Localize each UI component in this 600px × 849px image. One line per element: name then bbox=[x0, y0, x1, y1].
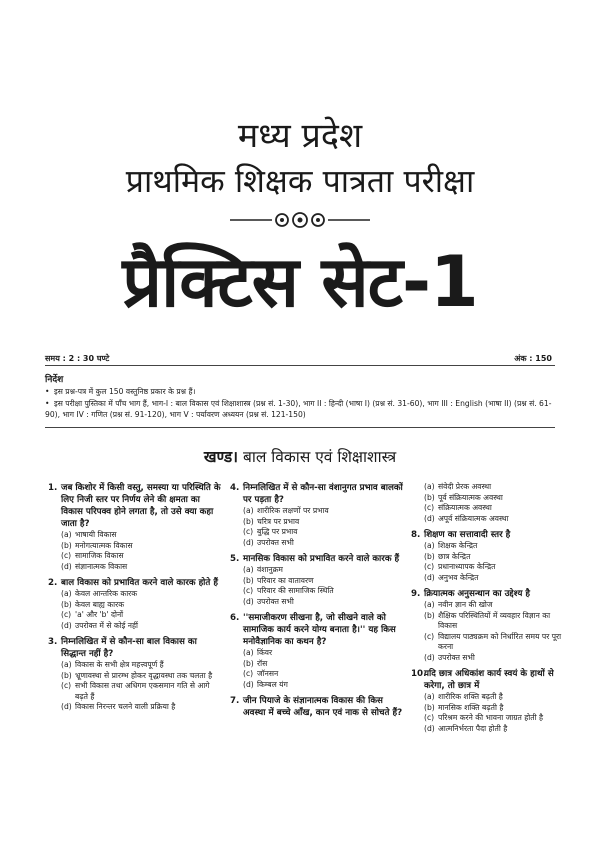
option-letter: (b) bbox=[243, 516, 254, 526]
option-text: विकास के सभी क्षेत्र महत्त्वपूर्ण हैं bbox=[75, 660, 164, 669]
answer-option bbox=[243, 576, 405, 587]
option-letter: (a) bbox=[424, 692, 435, 701]
option-letter: (d) bbox=[424, 513, 435, 523]
option-text: परिश्रम करने की भावना जाग्रत होती है bbox=[438, 713, 543, 722]
option-letter: (d) bbox=[424, 723, 435, 733]
bullet-icon: • bbox=[45, 399, 50, 408]
options-list bbox=[230, 506, 405, 548]
option-text: वंशानुक्रम bbox=[257, 565, 283, 574]
answer-option bbox=[243, 538, 405, 549]
question-text: निम्नलिखित में से कौन-सा वंशानुगत प्रभाव बालकों पर पड़ता है? bbox=[243, 483, 403, 505]
option-text: परिवार का वातावरण bbox=[257, 575, 314, 585]
option-letter: (a) bbox=[243, 506, 254, 515]
answer-option bbox=[61, 589, 223, 600]
answer-option bbox=[243, 517, 405, 528]
option-letter: (a) bbox=[61, 660, 72, 669]
question-number: 4. bbox=[230, 483, 240, 493]
option-text: रॉस bbox=[257, 658, 268, 668]
option-letter: (d) bbox=[61, 561, 72, 571]
instructions-heading: निर्देश bbox=[45, 375, 64, 385]
option-letter: (d) bbox=[424, 652, 435, 662]
answer-option bbox=[243, 506, 405, 517]
answer-option bbox=[243, 680, 405, 691]
marks-label: अंक : 150 bbox=[514, 354, 552, 363]
option-letter: (d) bbox=[243, 679, 254, 689]
answer-option bbox=[424, 724, 571, 735]
option-text: सामाजिक विकास bbox=[75, 551, 124, 560]
answer-option bbox=[61, 551, 223, 562]
option-letter: (d) bbox=[243, 537, 254, 547]
question bbox=[48, 577, 223, 589]
option-letter: (d) bbox=[61, 702, 72, 711]
answer-option bbox=[61, 681, 223, 702]
answer-option bbox=[61, 600, 223, 611]
answer-option bbox=[61, 562, 223, 573]
question-text: शिक्षण का सत्तावादी स्तर है bbox=[424, 530, 511, 540]
question-column bbox=[230, 482, 405, 724]
option-letter: (c) bbox=[61, 551, 72, 560]
question bbox=[230, 482, 405, 506]
bullet-icon: • bbox=[45, 387, 50, 396]
option-letter: (a) bbox=[61, 530, 72, 539]
practice-set-title: प्रैक्टिस सेट-1 bbox=[122, 241, 478, 323]
answer-option bbox=[424, 562, 571, 573]
answer-option bbox=[424, 632, 571, 653]
option-text: उपरोक्त सभी bbox=[257, 596, 294, 606]
option-letter: (b) bbox=[424, 492, 435, 502]
divider-line bbox=[45, 365, 555, 366]
option-letter: (b) bbox=[61, 670, 72, 680]
question-number: 6. bbox=[230, 613, 240, 623]
question-text: ''समाजीकरण सीखना है, जो सीखने वाले को सामाजिक कार्य करने योग्य बनाता है।'' यह किस मनोवैज्ञानिक का कथन है? bbox=[243, 613, 396, 647]
option-letter: (c) bbox=[243, 527, 254, 536]
question bbox=[411, 668, 571, 692]
question-text: मानसिक विकास को प्रभावित करने वाले कारक हैं bbox=[243, 554, 400, 564]
answer-option bbox=[424, 611, 571, 632]
answer-option bbox=[61, 610, 223, 621]
ornament-divider-icon bbox=[230, 210, 370, 230]
answer-option bbox=[424, 713, 571, 724]
options-list bbox=[48, 530, 223, 572]
question-number: 2. bbox=[48, 578, 58, 588]
instruction-item bbox=[45, 398, 557, 420]
option-letter: (d) bbox=[61, 620, 72, 630]
exam-title: प्राथमिक शिक्षक पात्रता परीक्षा bbox=[125, 162, 475, 200]
option-text: विकास निरन्तर चलने वाली प्रक्रिया है bbox=[75, 702, 176, 711]
options-list bbox=[411, 600, 571, 663]
question bbox=[230, 553, 405, 565]
option-text: बुद्धि पर प्रभाव bbox=[257, 527, 298, 536]
section-label: खण्ड। bbox=[203, 448, 239, 466]
instruction-text: इस प्रश्न-पत्र में कुल 150 वस्तुनिष्ठ प्रकार के प्रश्न हैं। bbox=[54, 387, 196, 396]
option-text: परिवार की सामाजिक स्थिति bbox=[257, 586, 334, 595]
answer-option bbox=[61, 541, 223, 552]
answer-option bbox=[424, 514, 571, 525]
answer-option bbox=[424, 600, 571, 611]
answer-option bbox=[61, 530, 223, 541]
question-text: जब किशोर में किसी वस्तु, समस्या या परिस्थिति के लिए निजी स्तर पर निर्णय लेने की क्षमता का विकास परिपक्व होने लगता है, तो उसे क्या कहा जाता है? bbox=[61, 483, 221, 529]
option-text: जॉनसन bbox=[257, 669, 279, 678]
option-text: नवीन ज्ञान की खोज bbox=[438, 600, 493, 609]
option-text: संवेदी प्रेरक अवस्था bbox=[438, 482, 492, 491]
question bbox=[230, 612, 405, 648]
options-list bbox=[411, 482, 571, 524]
option-text: संक्रियात्मक अवस्था bbox=[438, 503, 492, 512]
instruction-item bbox=[45, 386, 557, 397]
question-text: निम्नलिखित में से कौन-सा बाल विकास का सिद्धान्त नहीं है? bbox=[61, 637, 197, 659]
question-text: क्रियात्मक अनुसन्धान का उद्देश्य है bbox=[424, 589, 531, 599]
option-letter: (c) bbox=[424, 562, 435, 571]
answer-option bbox=[243, 648, 405, 659]
option-letter: (b) bbox=[424, 610, 435, 620]
time-label: समय : 2 : 30 घण्टे bbox=[45, 354, 110, 363]
answer-option bbox=[61, 702, 223, 713]
question bbox=[48, 636, 223, 660]
answer-option bbox=[424, 692, 571, 703]
option-text: विद्यालय पाठ्यक्रम को निर्धारित समय पर पूरा करना bbox=[438, 631, 562, 651]
question-column bbox=[48, 482, 223, 718]
question-text: यदि छात्र अधिकांश कार्य स्वयं के हाथों से करेगा, तो छात्र में bbox=[424, 669, 554, 691]
option-text: शारीरिक शक्ति बढ़ती है bbox=[438, 692, 503, 701]
answer-option bbox=[61, 660, 223, 671]
answer-option bbox=[243, 527, 405, 538]
answer-option bbox=[424, 503, 571, 514]
instruction-text: इस परीक्षा पुस्तिका में पाँच भाग हैं, भाग-I : बाल विकास एवं शिक्षाशास्त्र (प्रश्न सं. 1-30), भाग II : हिन्दी (भाषा I) (प्रश्न सं. 31-60), भाग III : English (भाषा II) (प्रश्न सं. 61-90), भाग IV : गणित (प्रश्न सं. 91-120), भाग V : पर्यावरण अध्ययन (प्रश्न सं. 121-150) bbox=[45, 399, 552, 419]
answer-option bbox=[424, 703, 571, 714]
question-column bbox=[411, 482, 571, 739]
state-title: मध्य प्रदेश bbox=[237, 116, 363, 156]
options-list bbox=[230, 648, 405, 690]
divider-line bbox=[45, 427, 555, 428]
answer-option bbox=[424, 482, 571, 493]
option-text: उपरोक्त सभी bbox=[438, 652, 475, 662]
option-text: शैक्षिक परिस्थितियों में व्यवहार विज्ञान का विकास bbox=[438, 610, 551, 630]
question bbox=[411, 529, 571, 541]
question bbox=[230, 695, 405, 719]
option-letter: (c) bbox=[424, 631, 435, 641]
section-title: बाल विकास एवं शिक्षाशास्त्र bbox=[242, 448, 397, 466]
option-text: भ्रूणावस्था से प्रारम्भ होकर वृद्धावस्था तक चलता है bbox=[75, 670, 213, 680]
question-number: 8. bbox=[411, 530, 421, 540]
answer-option bbox=[243, 586, 405, 597]
question bbox=[411, 588, 571, 600]
options-list bbox=[411, 692, 571, 734]
option-letter: (d) bbox=[243, 596, 254, 606]
option-letter: (c) bbox=[243, 669, 254, 678]
question-number: 1. bbox=[48, 483, 58, 493]
option-text: भाषायी विकास bbox=[75, 530, 117, 539]
option-letter: (c) bbox=[61, 681, 72, 690]
answer-option bbox=[243, 659, 405, 670]
options-list bbox=[48, 660, 223, 713]
question-number: 3. bbox=[48, 637, 58, 647]
question-number: 9. bbox=[411, 589, 421, 599]
option-text: संज्ञानात्मक विकास bbox=[75, 561, 128, 571]
option-letter: (b) bbox=[424, 551, 435, 561]
option-text: प्रधानाध्यापक केन्द्रित bbox=[438, 562, 496, 571]
option-letter: (b) bbox=[61, 599, 72, 609]
option-text: मनोगत्यात्मक विकास bbox=[75, 540, 133, 550]
option-letter: (b) bbox=[243, 658, 254, 668]
option-text: अपूर्व संक्रियात्मक अवस्था bbox=[438, 513, 509, 523]
option-text: अनुभव केन्द्रित bbox=[438, 572, 479, 582]
answer-option bbox=[243, 669, 405, 680]
option-text: पूर्व संक्रियात्मक अवस्था bbox=[438, 492, 503, 502]
option-letter: (d) bbox=[424, 572, 435, 582]
option-text: उपरोक्त सभी bbox=[257, 537, 294, 547]
option-letter: (c) bbox=[243, 586, 254, 595]
answer-option bbox=[243, 597, 405, 608]
answer-option bbox=[61, 671, 223, 682]
option-text: किंवर bbox=[257, 648, 273, 657]
option-letter: (a) bbox=[243, 648, 254, 657]
options-list bbox=[230, 565, 405, 607]
option-text: मानसिक शक्ति बढ़ती है bbox=[438, 702, 504, 712]
answer-option bbox=[424, 653, 571, 664]
option-letter: (a) bbox=[424, 541, 435, 550]
options-list bbox=[48, 589, 223, 631]
question bbox=[48, 482, 223, 530]
option-letter: (c) bbox=[424, 713, 435, 722]
option-text: केवल बाह्य कारक bbox=[75, 599, 125, 609]
option-text: छात्र केन्द्रित bbox=[438, 551, 471, 561]
question-number: 7. bbox=[230, 696, 240, 706]
option-letter: (c) bbox=[424, 503, 435, 512]
question-number: 5. bbox=[230, 554, 240, 564]
section-heading bbox=[0, 446, 600, 468]
answer-option bbox=[243, 565, 405, 576]
answer-option bbox=[61, 621, 223, 632]
answer-option bbox=[424, 493, 571, 504]
answer-option bbox=[424, 541, 571, 552]
option-letter: (a) bbox=[424, 600, 435, 609]
option-letter: (a) bbox=[61, 589, 72, 598]
option-letter: (c) bbox=[61, 610, 72, 619]
option-text: शारीरिक लक्षणों पर प्रभाव bbox=[257, 506, 329, 515]
option-text: चरित्र पर प्रभाव bbox=[257, 516, 300, 526]
question-number: 10. bbox=[411, 669, 427, 679]
option-letter: (b) bbox=[424, 702, 435, 712]
option-text: शिक्षक केन्द्रित bbox=[438, 541, 478, 550]
option-letter: (b) bbox=[243, 575, 254, 585]
answer-option bbox=[424, 573, 571, 584]
option-text: उपरोक्त में से कोई नहीं bbox=[75, 620, 139, 630]
option-text: किम्बल यंग bbox=[257, 679, 288, 689]
question-text: जीन पियाजे के संज्ञानात्मक विकास की किस अवस्था में बच्चे आँख, कान एवं नाक से सोचते हैं? bbox=[243, 696, 403, 718]
options-list bbox=[411, 541, 571, 583]
option-text: 'a' और 'b' दोनों bbox=[75, 610, 124, 619]
option-letter: (b) bbox=[61, 540, 72, 550]
answer-option bbox=[424, 552, 571, 563]
option-text: आत्मनिर्भरता पैदा होती है bbox=[438, 723, 508, 733]
option-text: सभी विकास तथा अधिगम एकसमान गति से आगे बढ़ते हैं bbox=[75, 681, 210, 701]
option-text: केवल आन्तरिक कारक bbox=[75, 589, 138, 598]
option-letter: (a) bbox=[243, 565, 254, 574]
question-text: बाल विकास को प्रभावित करने वाले कारक होते हैं bbox=[61, 578, 219, 588]
option-letter: (a) bbox=[424, 482, 435, 491]
